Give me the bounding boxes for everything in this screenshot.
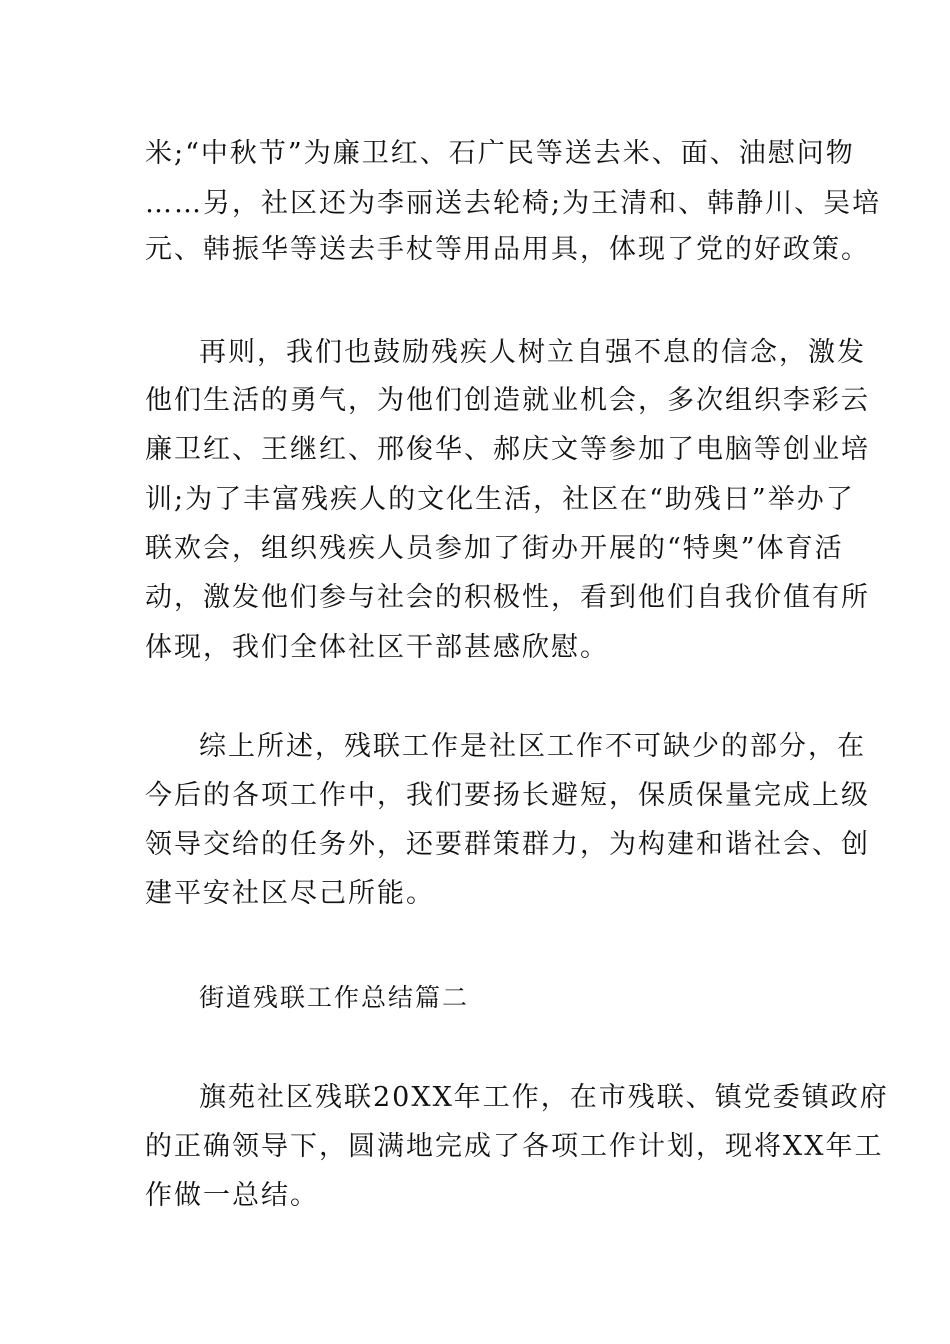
paragraph-line: 再则，我们也鼓励残疾人树立自强不息的信念，激发: [199, 337, 866, 368]
paragraph-line: 的正确领导下，圆满地完成了各项工作计划，现将XX年工: [145, 1131, 884, 1162]
paragraph-line: 体现，我们全体社区干部甚感欣慰。: [145, 632, 609, 663]
paragraph-line: 他们生活的勇气，为他们创造就业机会，多次组织李彩云: [145, 385, 870, 416]
paragraph-line: ……另，社区还为李丽送去轮椅;为王清和、韩静川、吴培: [145, 188, 882, 219]
paragraph-line: 旗苑社区残联20XX年工作，在市残联、镇党委镇政府: [199, 1082, 889, 1113]
paragraph-line: 动，激发他们参与社会的积极性，看到他们自我价值有所: [145, 582, 870, 613]
paragraph-line: 元、韩振华等送去手杖等用品用具，体现了党的好政策。: [145, 234, 870, 265]
paragraph-line: 建平安社区尽己所能。: [145, 878, 435, 909]
paragraph-line: 联欢会，组织残疾人员参加了街办开展的“特奥”体育活: [145, 533, 844, 564]
paragraph-line: 训;为了丰富残疾人的文化生活，社区在“助残日”举办了: [145, 484, 855, 515]
paragraph-line: 廉卫红、王继红、邢俊华、郝庆文等参加了电脑等创业培: [145, 434, 870, 465]
paragraph-line: 米;“中秋节”为廉卫红、石广民等送去米、面、油慰问物: [145, 138, 855, 169]
paragraph-line: 作做一总结。: [145, 1180, 319, 1211]
paragraph-line: 综上所述，残联工作是社区工作不可缺少的部分，在: [199, 731, 866, 762]
section-heading: 街道残联工作总结篇二: [199, 983, 470, 1012]
paragraph-line: 领导交给的任务外，还要群策群力，为构建和谐社会、创: [145, 829, 870, 860]
paragraph-line: 今后的各项工作中，我们要扬长避短，保质保量完成上级: [145, 780, 870, 811]
